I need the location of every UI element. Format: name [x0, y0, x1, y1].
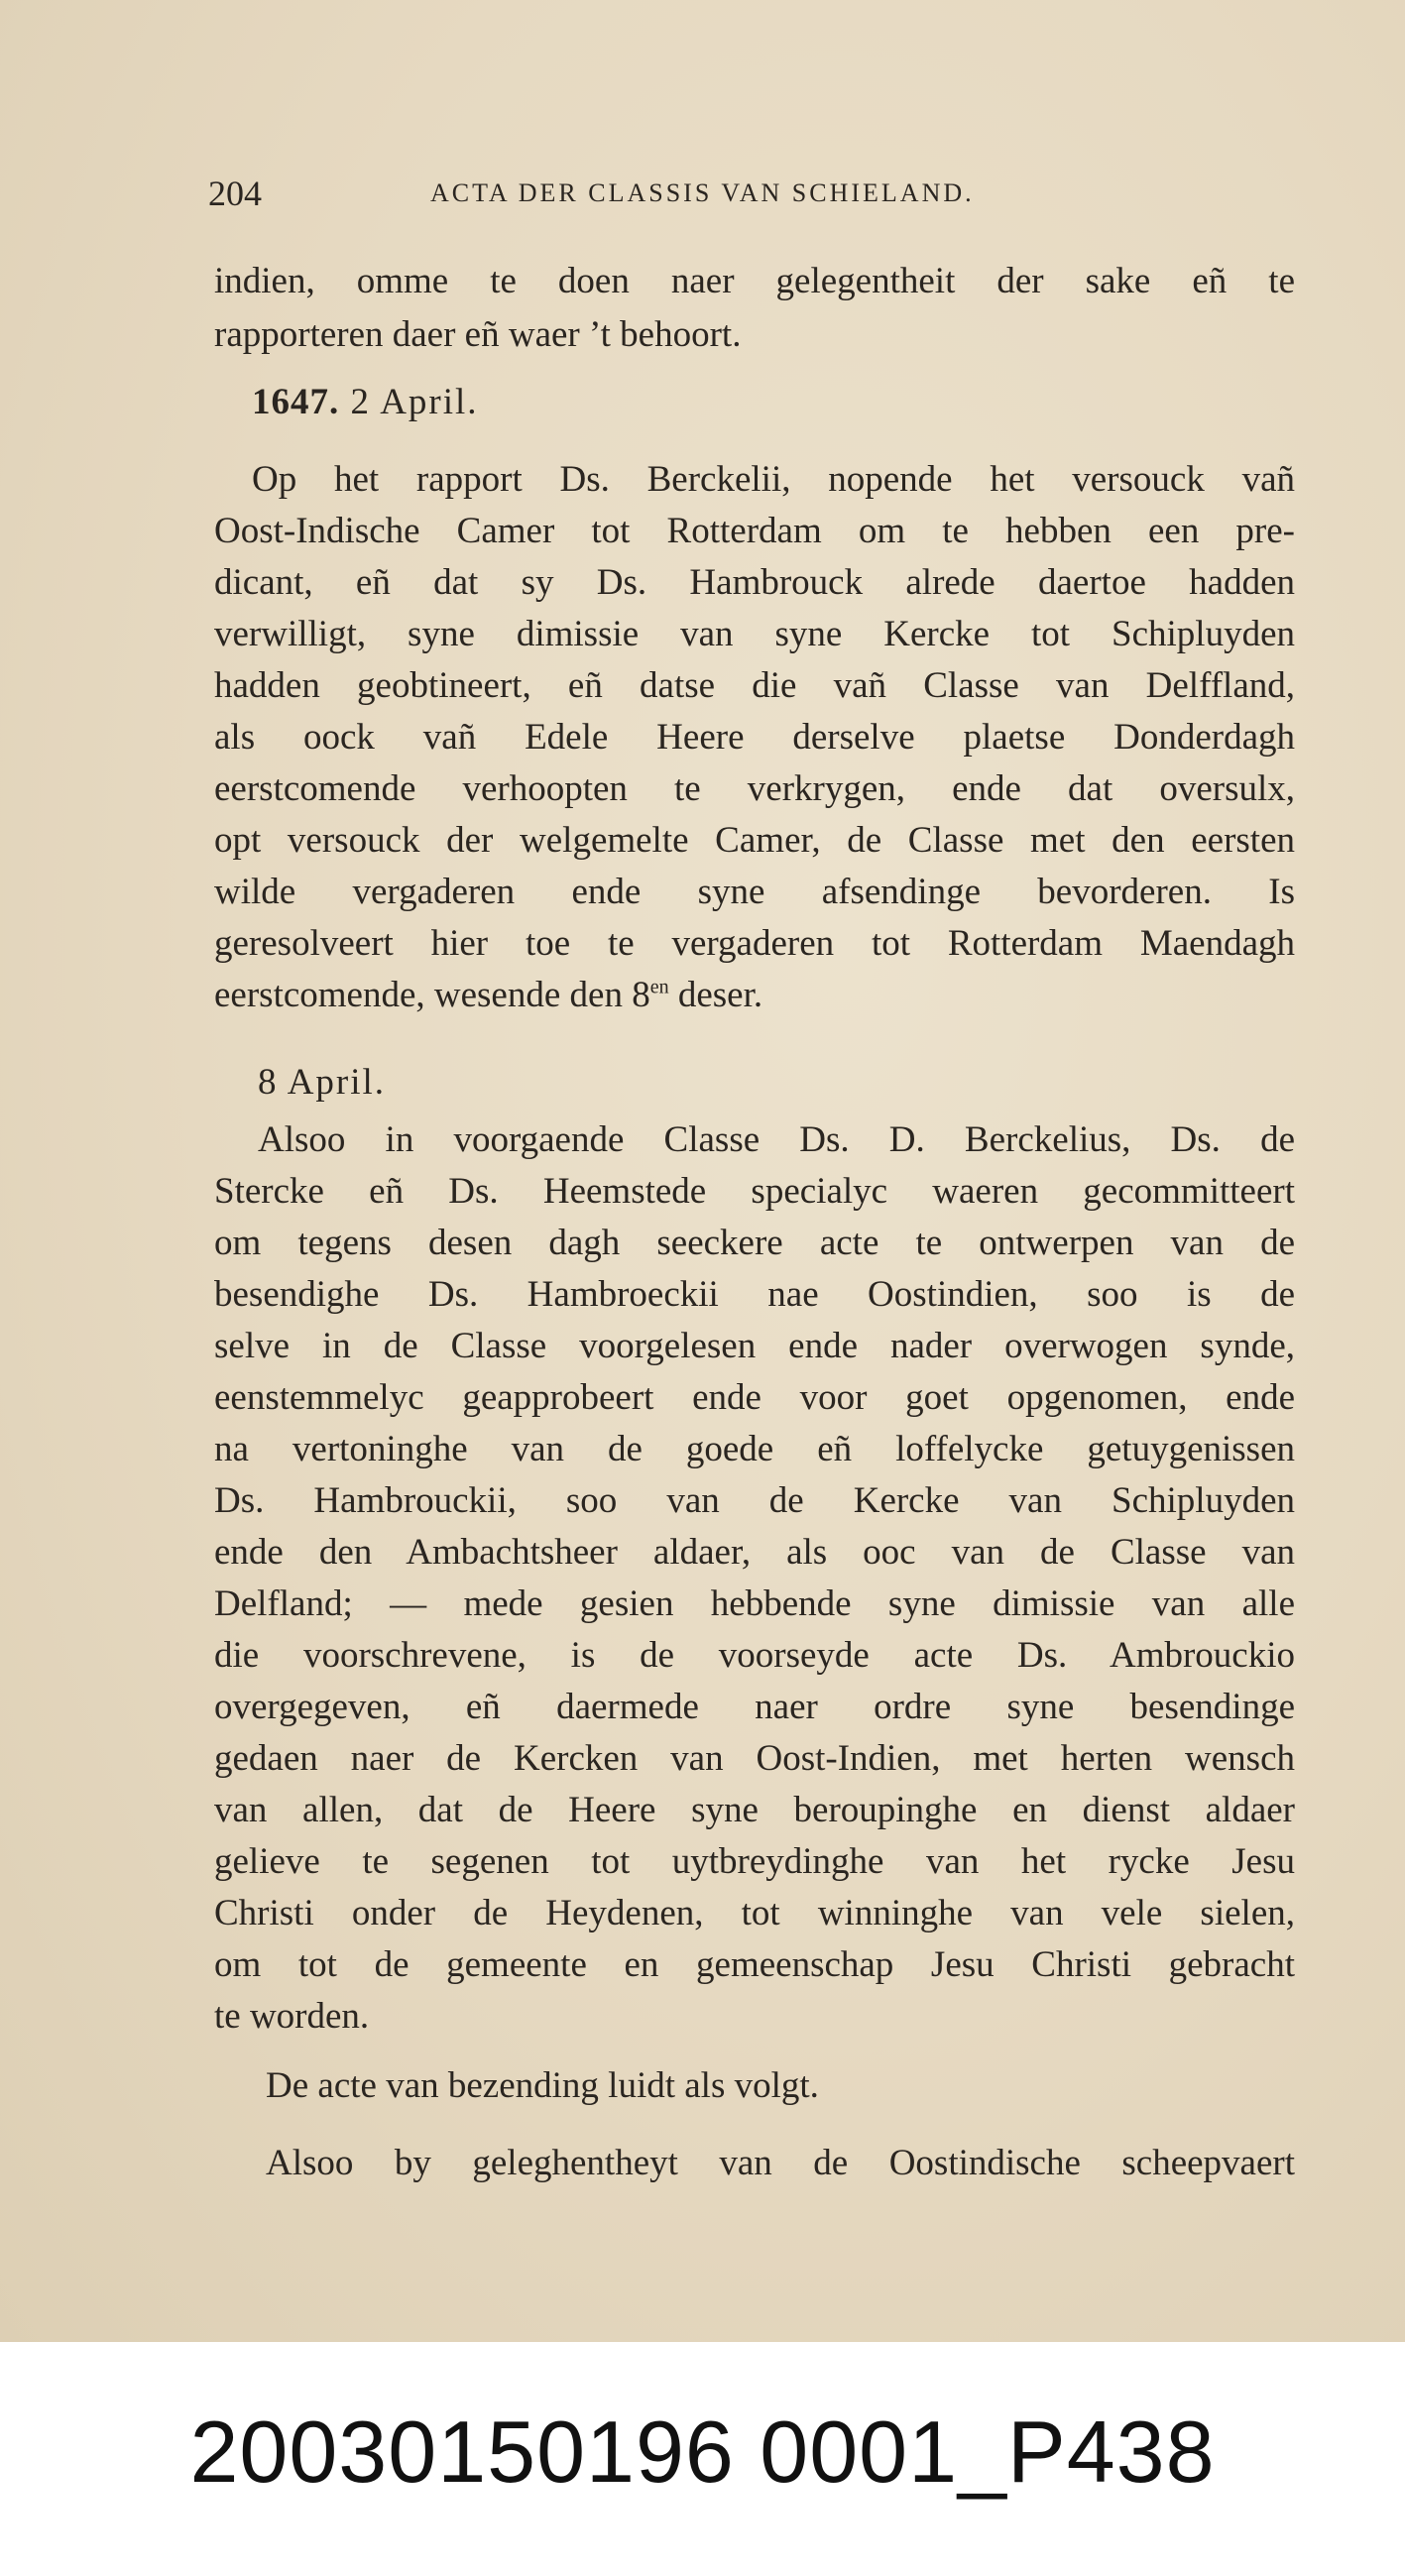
text-line: te worden.: [214, 1996, 370, 2037]
running-title: ACTA DER CLASSIS VAN SCHIELAND.: [430, 178, 975, 207]
text-line-part: deser.: [668, 975, 763, 1015]
running-head: [208, 173, 1299, 216]
entry-year: 1647.: [252, 382, 340, 422]
text-line: opt versouck der welgemelte Camer, de Classe met den eersten: [214, 820, 1295, 861]
text-line: gedaen naer de Kercken van Oost-Indien, met herten wensch: [214, 1738, 1295, 1779]
text-line: Ds. Hambrouckii, soo van de Kercke van Schipluyden: [214, 1480, 1295, 1521]
text-line: als oock vañ Edele Heere derselve plaetse Donderdagh: [214, 717, 1295, 758]
text-line: Stercke eñ Ds. Heemstede specialyc waeren gecommitteert: [214, 1171, 1295, 1212]
text-line: Alsoo in voorgaende Classe Ds. D. Berckelius, Ds. de: [258, 1119, 1295, 1160]
text-line: na vertoninghe van de goede eñ loffelycke getuygenissen: [214, 1429, 1295, 1469]
text-line: overgegeven, eñ daermede naer ordre syne besendinge: [214, 1687, 1295, 1727]
text-line: eenstemmelyc geapprobeert ende voor goet opgenomen, ende: [214, 1377, 1295, 1418]
text-line: De acte van bezending luidt als volgt.: [266, 2065, 819, 2106]
text-line: hadden geobtineert, eñ datse die vañ Classe van Delffland,: [214, 665, 1295, 706]
text-line: verwilligt, syne dimissie van syne Kercke tot Schipluyden: [214, 614, 1295, 654]
page-number: 204: [208, 174, 262, 213]
text-line: Christi onder de Heydenen, tot winninghe van vele sielen,: [214, 1893, 1295, 1933]
scan-identifier: 20030150196 0001_P438: [189, 2402, 1216, 2501]
text-line: geresolveert hier toe te vergaderen tot Rotterdam Maendagh: [214, 923, 1295, 964]
text-line: [214, 974, 1295, 1017]
text-line: Alsoo by geleghentheyt van de Oostindische scheepvaert: [266, 2143, 1295, 2183]
entry-date-heading: [252, 381, 479, 424]
text-line: Op het rapport Ds. Berckelii, nopende het versouck vañ: [252, 459, 1295, 500]
scan-footer: [0, 2342, 1405, 2576]
text-line: ende den Ambachtsheer aldaer, als ooc van de Classe van: [214, 1532, 1295, 1573]
text-line: Delfland; — mede gesien hebbende syne dimissie van alle: [214, 1583, 1295, 1624]
text-line: gelieve te segenen tot uytbreydinghe van het rycke Jesu: [214, 1841, 1295, 1882]
text-line: om tot de gemeente en gemeenschap Jesu Christi gebracht: [214, 1944, 1295, 1985]
superscript: en: [649, 976, 669, 998]
text-line: wilde vergaderen ende syne afsendinge bevorderen. Is: [214, 872, 1295, 912]
text-line: besendighe Ds. Hambroeckii nae Oostindien, soo is de: [214, 1274, 1295, 1315]
text-line: van allen, dat de Heere syne beroupinghe en dienst aldaer: [214, 1790, 1295, 1830]
text-line: eerstcomende verhoopten te verkrygen, ende dat oversulx,: [214, 768, 1295, 809]
entry-date: 2 April.: [350, 382, 479, 422]
text-line-part: eerstcomende, wesende den 8: [214, 975, 650, 1015]
text-line: dicant, eñ dat sy Ds. Hambrouck alrede daertoe hadden: [214, 562, 1295, 603]
text-line: rapporteren daer eñ waer ’t behoort.: [214, 314, 742, 355]
text-line: indien, omme te doen naer gelegentheit der sake eñ te: [214, 261, 1295, 301]
entry-date: 8 April.: [258, 1062, 387, 1103]
text-line: Oost-Indische Camer tot Rotterdam om te hebben een pre-: [214, 511, 1295, 551]
text-line: die voorschrevene, is de voorseyde acte Ds. Ambrouckio: [214, 1635, 1295, 1676]
text-line: selve in de Classe voorgelesen ende nader overwogen synde,: [214, 1326, 1295, 1366]
text-line: om tegens desen dagh seeckere acte te ontwerpen van de: [214, 1223, 1295, 1263]
